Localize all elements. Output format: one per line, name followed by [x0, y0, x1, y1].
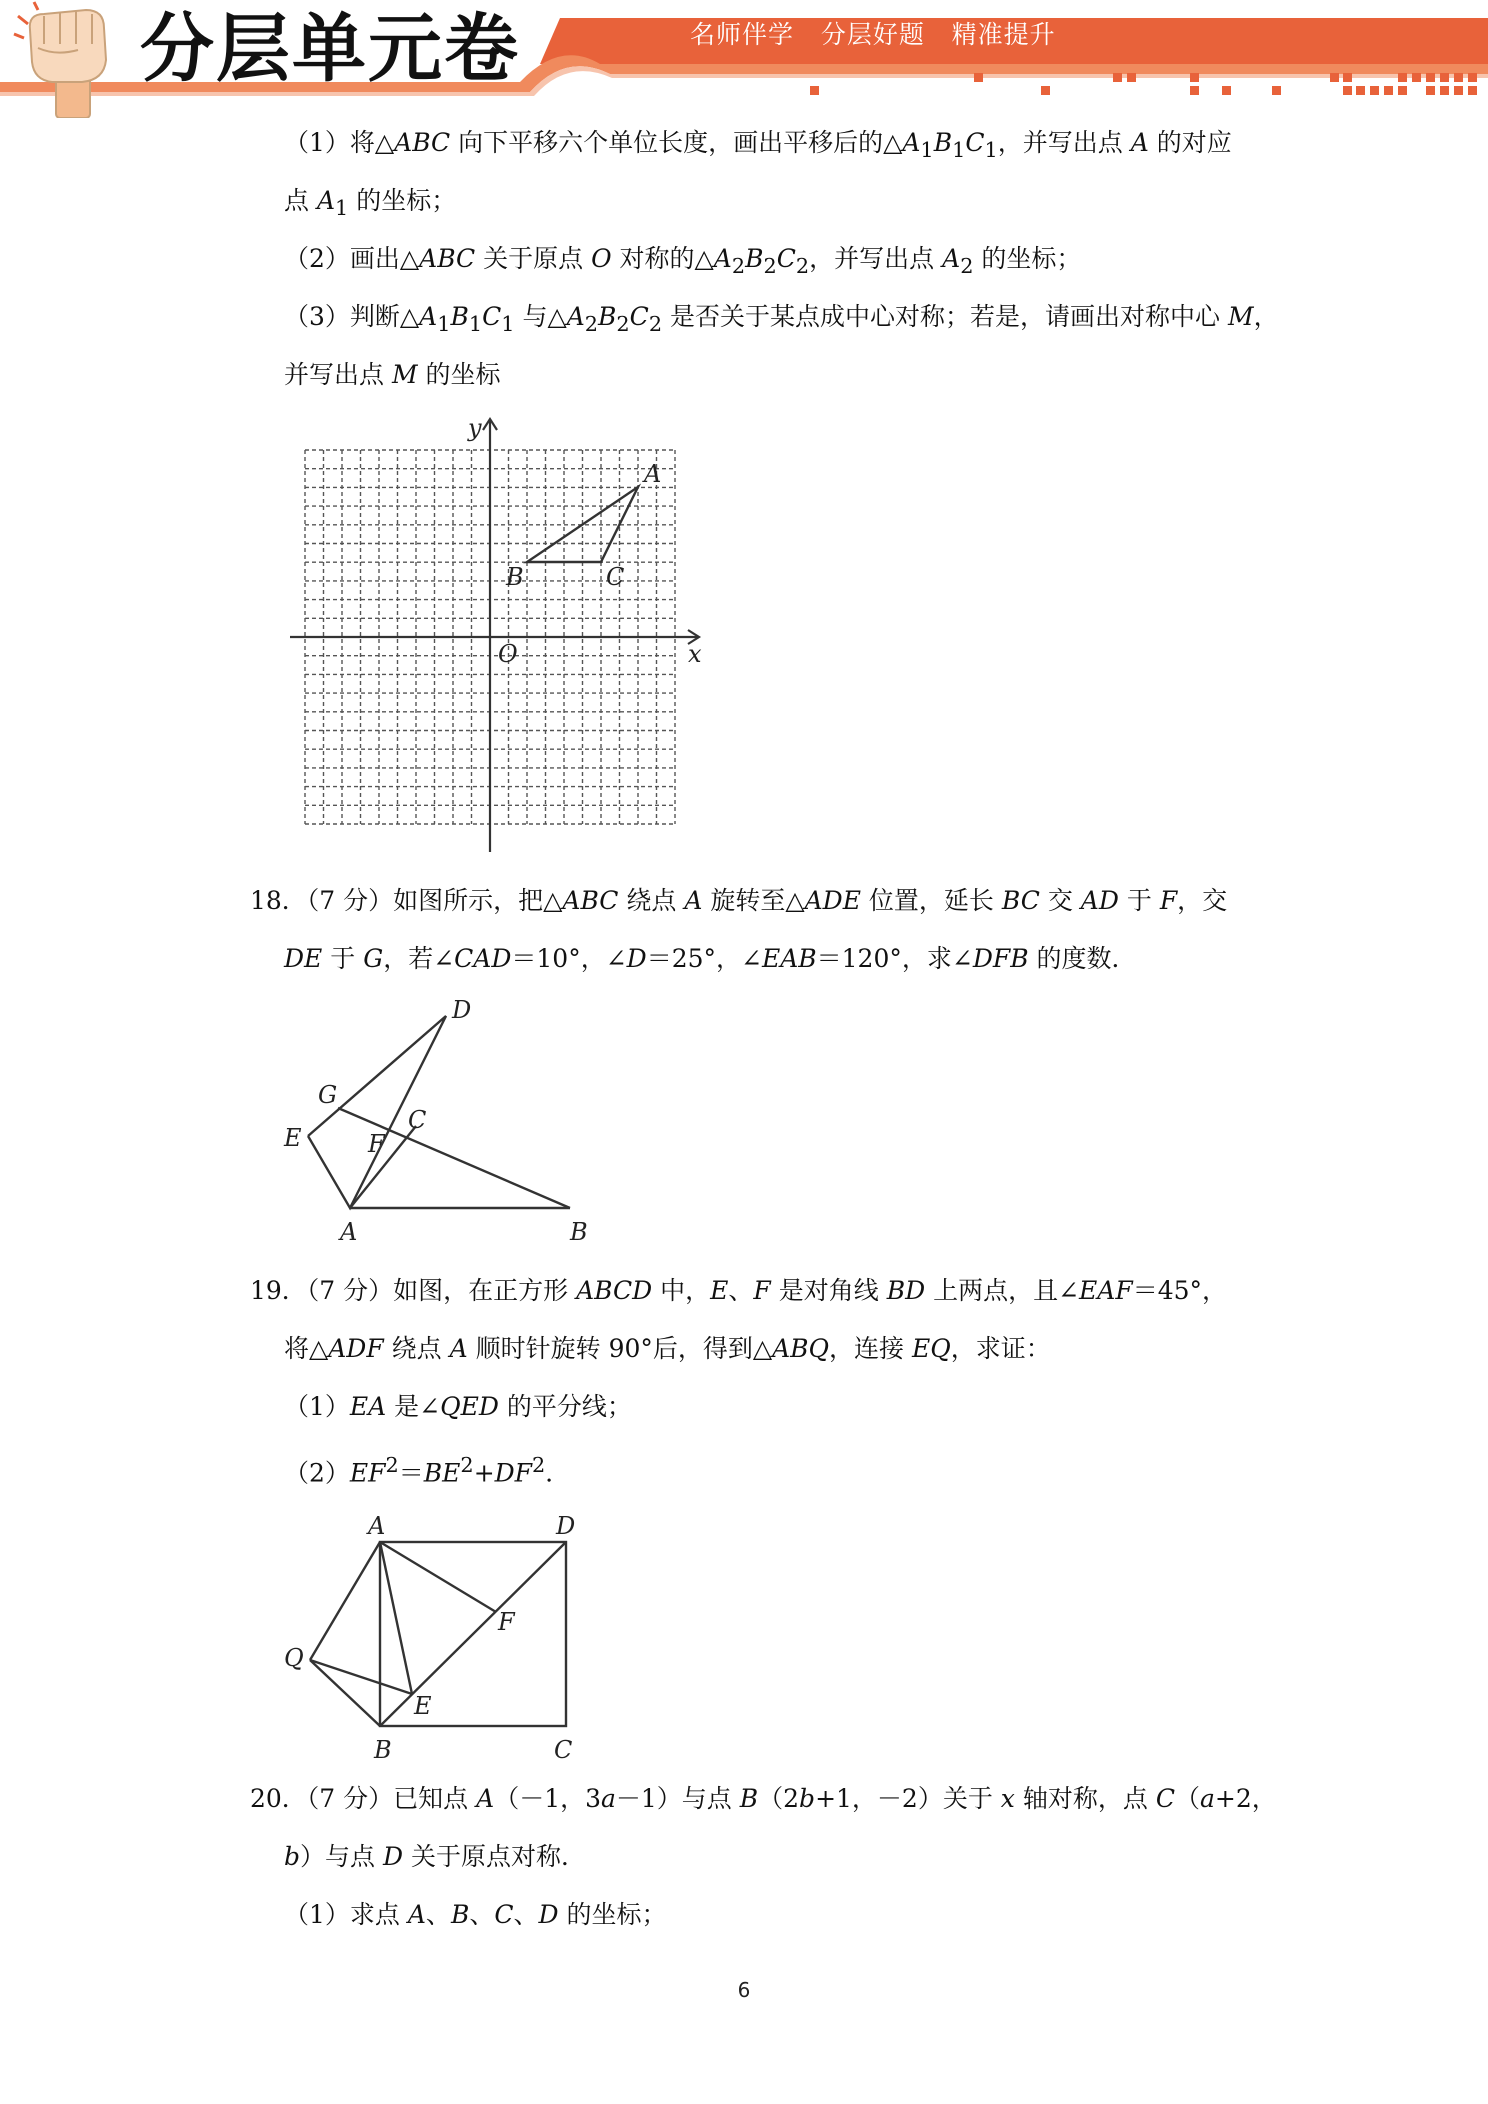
q20-part1: （1）求点 A、B、C、D 的坐标；	[284, 1900, 667, 1929]
q18-label-e: E	[284, 1124, 302, 1152]
fist-icon	[8, 0, 118, 118]
q17-part3-line1: （3）判断$\triangle A_1B_1C_1$ 与$\triangle A_2B_2C_2$ 是否关于某点成中心对称；若是，请画出对称中心 M，	[284, 302, 1279, 336]
q17-label-x: x	[688, 640, 702, 668]
q17-part2: （2）画出△ABC 关于原点 O 对称的$\triangle A_2B_2C_2$，并写出点 $A_2$ 的坐标；	[284, 244, 1082, 278]
q17-label-o: O	[498, 640, 518, 668]
q17-label-y: y	[468, 414, 482, 442]
q19-part2: $(2)EF^2=BE^2+DF^2$．	[284, 1453, 571, 1488]
q18-triangle-figure	[280, 990, 610, 1250]
q18-line2: DE 于 G，若∠CAD＝10°，∠D＝25°，∠EAB＝120°，求∠DFB 的度数．	[284, 944, 1137, 973]
q19-label-b: B	[374, 1736, 392, 1764]
q18-line1: 18．（7 分）如图所示，把△ABC 绕点 A 旋转至△ADE 位置，延长 BC 交 AD 于 F，交	[250, 886, 1228, 915]
q18-label-g: G	[318, 1081, 338, 1109]
q18-label-a: A	[340, 1218, 358, 1246]
header-slogan: 名师伴学 分层好题 精准提升	[690, 20, 1056, 49]
q19-label-c: C	[554, 1736, 573, 1764]
q17-part1-line1: （1）将△ABC 向下平移六个单位长度，画出平移后的$\triangle A_1B_1C_1$，并写出点 A 的对应	[284, 128, 1232, 162]
q19-square-figure	[280, 1500, 600, 1770]
header-title: 分层单元卷	[140, 6, 520, 92]
q20-line1: 20．（7 分）已知点 A（－1，3a－1）与点 B（2b+1，－2）关于 x 轴对称，点 C（a+2，	[250, 1784, 1277, 1813]
page-header	[0, 0, 1488, 118]
q19-part1: （1）EA 是∠QED 的平分线；	[284, 1392, 632, 1421]
q17-coordinate-figure	[280, 410, 720, 860]
q19-label-f: F	[498, 1608, 515, 1636]
q18-label-b: B	[570, 1218, 588, 1246]
q17-part1-line2: 点 $A_1$ 的坐标；	[284, 186, 457, 220]
q17-label-c: C	[606, 563, 625, 591]
q18-label-d: D	[452, 996, 472, 1024]
page-number: 6	[737, 1978, 751, 2002]
q19-label-a: A	[368, 1512, 386, 1540]
q19-line1: 19．（7 分）如图，在正方形 ABCD 中，E、F 是对角线 BD 上两点，且∠EAF＝45°，	[250, 1276, 1227, 1305]
q18-label-c: C	[408, 1106, 427, 1134]
q17-label-b: B	[506, 563, 524, 591]
q19-line2: 将△ADF 绕点 A 顺时针旋转 90°后，得到△ABQ，连接 EQ，求证：	[284, 1334, 1051, 1363]
q18-label-f: F	[368, 1130, 385, 1158]
q19-label-q: Q	[284, 1644, 304, 1672]
q20-line2: b）与点 D 关于原点对称．	[284, 1842, 586, 1871]
q19-label-d: D	[556, 1512, 576, 1540]
q17-part3-line2: 并写出点 M 的坐标	[284, 360, 501, 389]
q17-label-a: A	[644, 460, 662, 488]
q19-label-e: E	[414, 1692, 432, 1720]
